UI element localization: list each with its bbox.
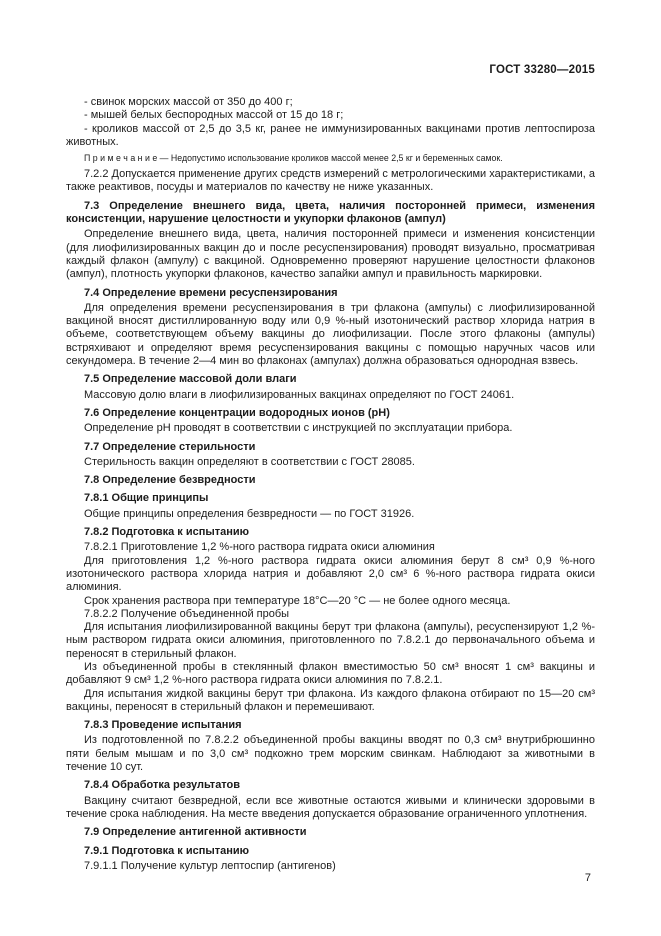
paragraph: Определение внешнего вида, цвета, наличия посторонней примеси и изменения консистенции (для лиофилизированных вакцин до и после ресуспензирования) проводят визуально, просматривая каждый флакон (ампулу) с вакциной. Одновременно проверяют нарушение целостности флаконов (ампул), плотность укупорки флаконов, качество запайки ампул и правильность маркировки. — [66, 228, 595, 281]
document-header — [489, 64, 595, 76]
section-heading: 7.8 Определение безвредности — [84, 474, 256, 487]
paragraph: Для приготовления 1,2 %-ного раствора гидрата окиси алюминия берут 8 см³ 0,9 %-ного изотонического раствора хлорида натрия и добавляют 2,0 см³ 6 %-ного раствора гидрата окиси алюминия. — [66, 554, 595, 594]
paragraph: - кроликов массой от 2,5 до 3,5 кг, ранее не иммунизированных вакцинами против лептоспироза животных. — [66, 122, 595, 148]
paragraph: Для определения времени ресуспензирования в три флакона (ампулы) с лиофилизированной вакциной вносят дистиллированную воду или 0,9 %-ный изотонический раствор хлорида натрия в объеме, соответствующем объему вакцины до лиофилизации. После этого флаконы (ампулы) встряхивают и определяют время ресуспензирования вакцины с помощью наручных часов или секундомера. В течение 2—4 мин во флаконах (ампулах) должна образоваться однородная взвесь. — [66, 301, 595, 368]
paragraph: Из подготовленной по 7.8.2.2 объединенной пробы вакцины вводят по 0,3 см³ внутрибрюшинно пяти белым мышам и по 3,0 см³ подкожно трем морским свинкам. Наблюдают за животными в течение 10 сут. — [66, 734, 595, 774]
paragraph: Срок хранения раствора при температуре 18°С—20 °С — не более одного месяца. — [84, 594, 511, 607]
section-heading: 7.9 Определение антигенной активности — [84, 826, 307, 839]
section-heading: 7.8.3 Проведение испытания — [84, 719, 242, 732]
paragraph: Вакцину считают безвредной, если все животные остаются живыми и клинически здоровыми в течение срока наблюдения. На месте введения допускается образование ограниченного уплотнения. — [66, 794, 595, 820]
paragraph: Стерильность вакцин определяют в соответствии с ГОСТ 28085. — [84, 455, 415, 468]
section-heading: 7.8.4 Обработка результатов — [84, 779, 241, 792]
document-content — [66, 96, 595, 873]
paragraph: Общие принципы определения безвредности — по ГОСТ 31926. — [84, 507, 415, 520]
section-heading: 7.5 Определение массовой доли влаги — [84, 373, 297, 386]
paragraph: 7.9.1.1 Получение культур лептоспир (антигенов) — [84, 859, 336, 872]
paragraph: Из объединенной пробы в стеклянный флакон вместимостью 50 см³ вносят 1 см³ вакцины и добавляют 9 см³ 1,2 %-ного раствора гидрата окиси алюминия по 7.8.2.1. — [66, 660, 595, 687]
paragraph: Массовую долю влаги в лиофилизированных вакцинах определяют по ГОСТ 24061. — [84, 388, 515, 401]
paragraph: Для испытания лиофилизированной вакцины берут три флакона (ампулы), ресуспензируют 1,2 %-ным раствором гидрата окиси алюминия, приготовленного по 7.8.2.1 до первоначального объема и переносят в стерильный флакон. — [66, 621, 595, 660]
section-heading: 7.3 Определение внешнего вида, цвета, наличия посторонней примеси, изменения консистенции, нарушение целостности и укупорки флаконов (ампул) — [66, 199, 595, 226]
paragraph: 7.8.2.2 Получение объединенной пробы — [84, 607, 290, 620]
paragraph: 7.2.2 Допускается применение других средств измерений с метрологическими характеристиками, а также реактивов, посуды и материалов по качеству не ниже указанных. — [66, 168, 595, 194]
section-heading: 7.7 Определение стерильности — [84, 440, 256, 453]
note-paragraph: П р и м е ч а н и е — Недопустимо использование кроликов массой менее 2,5 кг и беременных самок. — [84, 153, 503, 164]
section-heading: 7.6 Определение концентрации водородных ионов (pH) — [84, 406, 390, 419]
section-heading: 7.8.2 Подготовка к испытанию — [84, 526, 250, 539]
section-heading: 7.8.1 Общие принципы — [84, 492, 209, 505]
paragraph: 7.8.2.1 Приготовление 1,2 %-ного раствора гидрата окиси алюминия — [84, 541, 435, 554]
paragraph: Для испытания жидкой вакцины берут три флакона. Из каждого флакона отбирают по 15—20 см³ вакцины, переносят в стерильный флакон и перемешивают. — [66, 687, 595, 713]
paragraph: Определение pH проводят в соответствии с инструкцией по эксплуатации прибора. — [84, 422, 513, 435]
page-number: 7 — [584, 872, 591, 884]
section-heading: 7.4 Определение времени ресуспензирования — [84, 286, 338, 299]
section-heading: 7.9.1 Подготовка к испытанию — [84, 844, 250, 857]
paragraph: - свинок морских массой от 350 до 400 г; — [84, 96, 293, 108]
paragraph: - мышей белых беспородных массой от 15 до 18 г; — [84, 109, 344, 122]
doc-number: ГОСТ 33280—2015 — [489, 64, 595, 76]
